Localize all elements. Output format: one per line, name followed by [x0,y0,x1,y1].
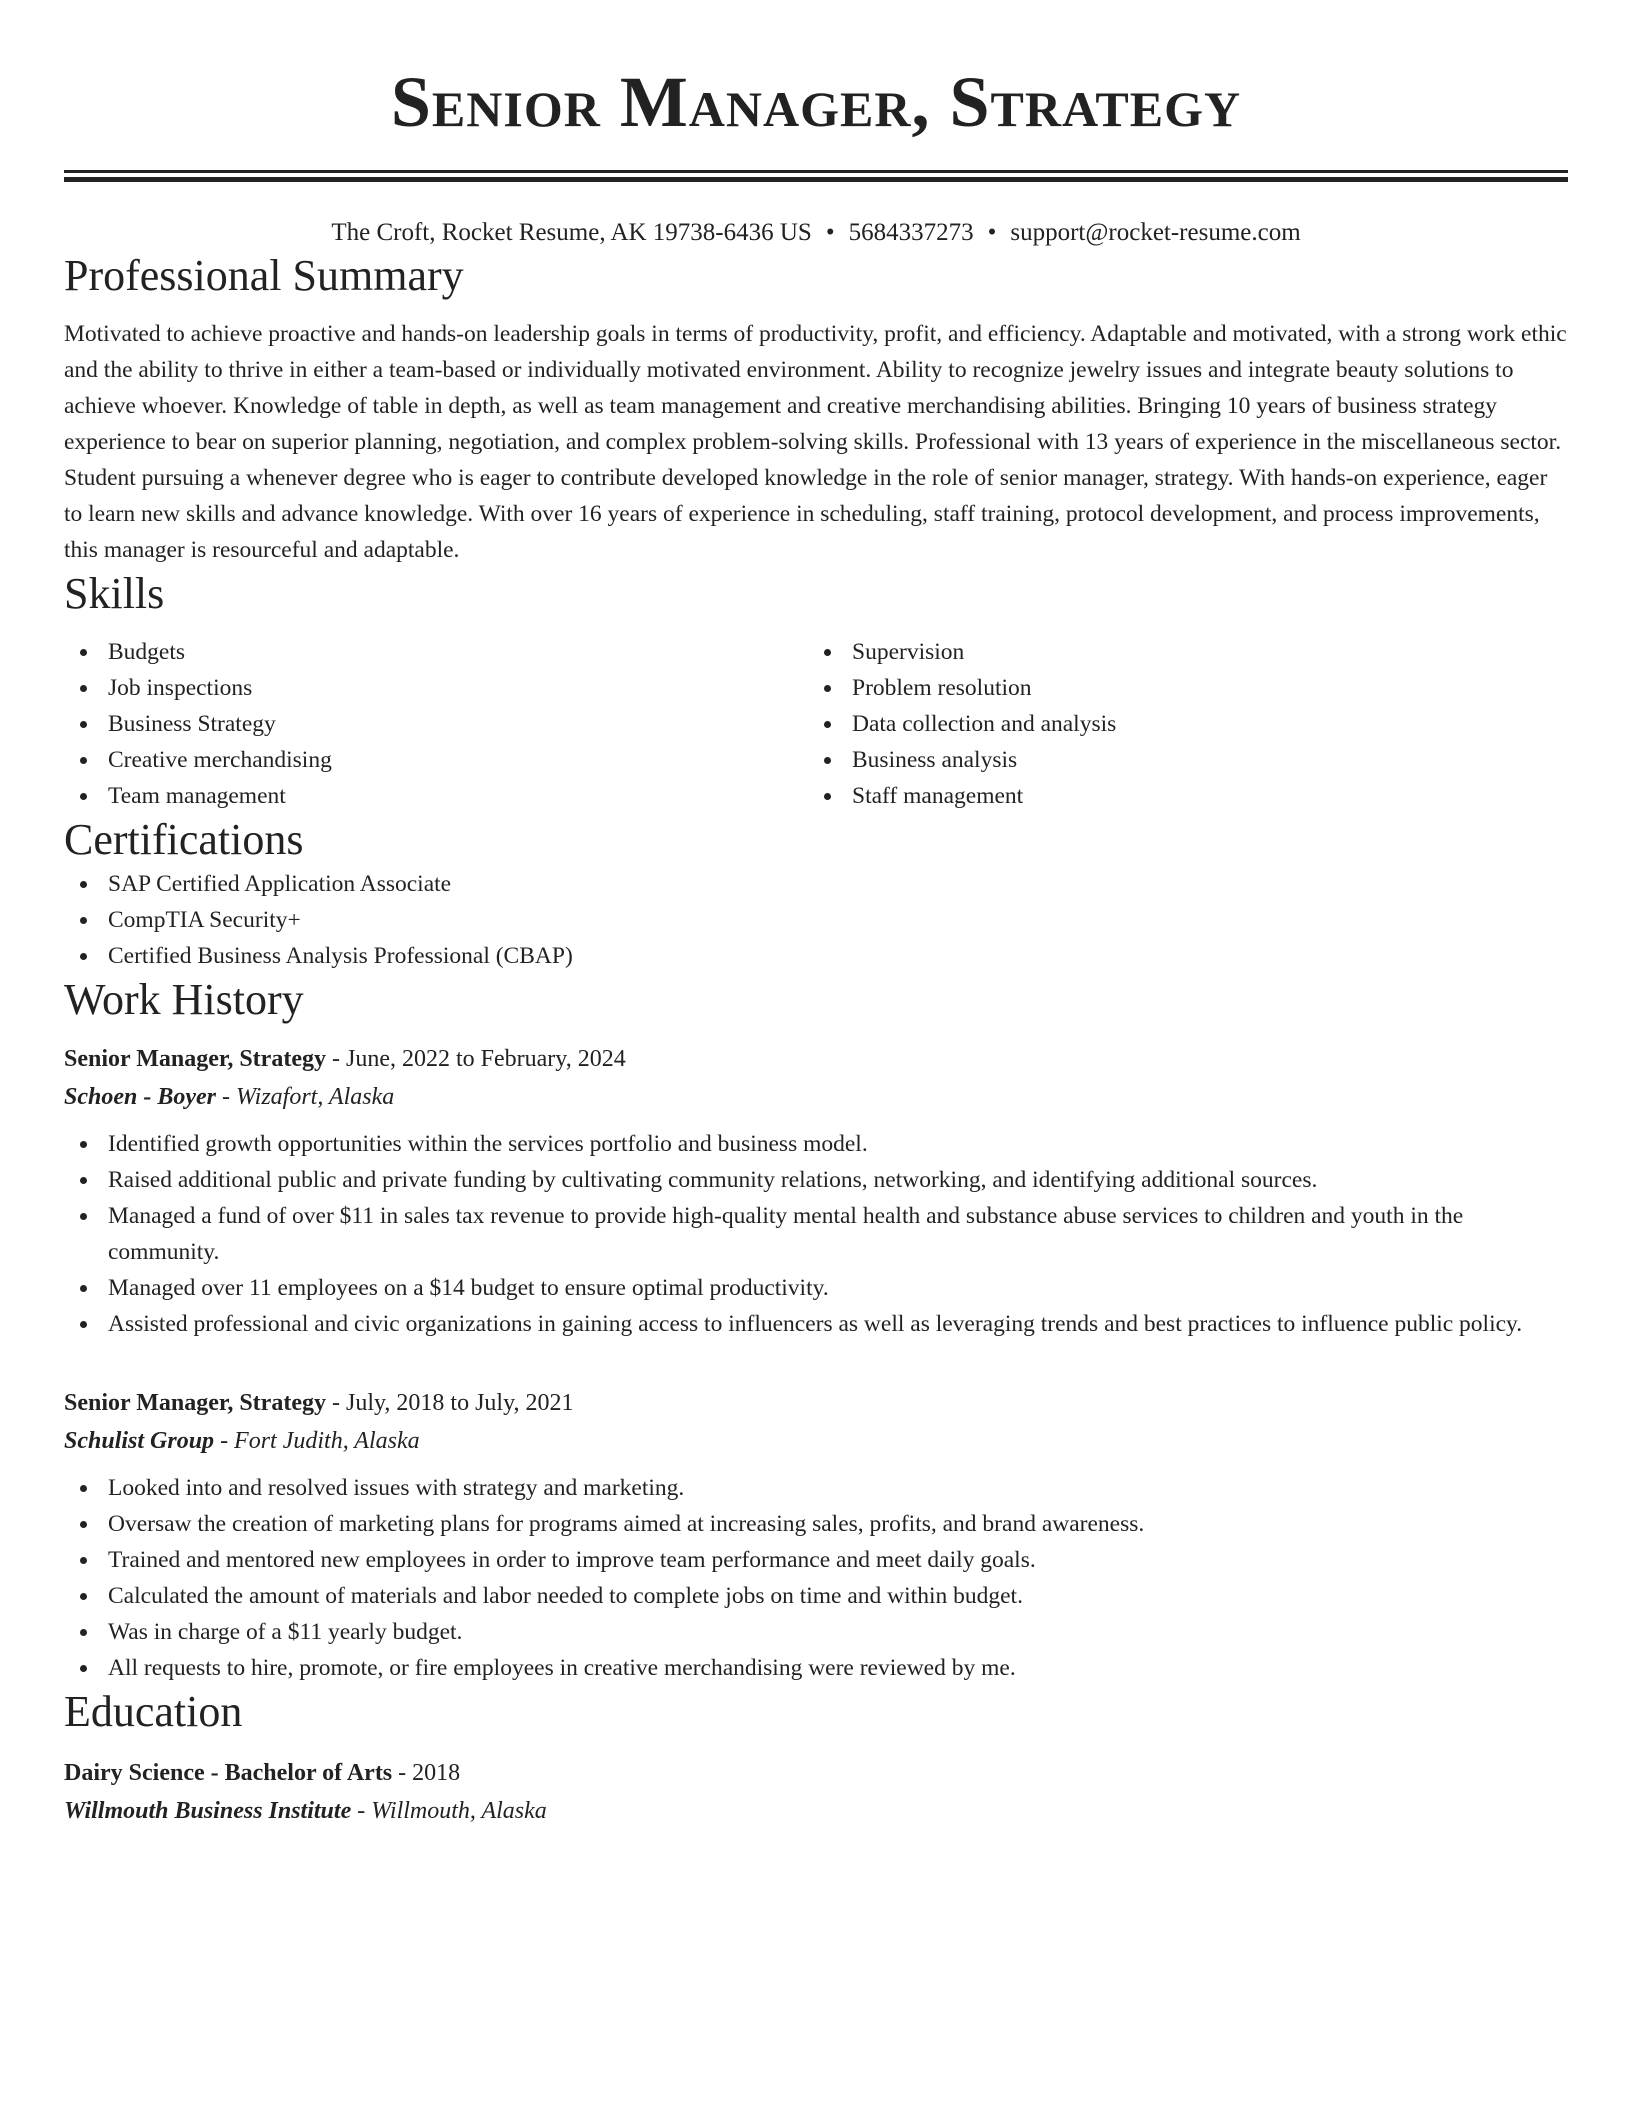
contact-line [64,216,1568,250]
header-divider [64,170,1568,182]
job-bullet: Oversaw the creation of marketing plans for programs aimed at increasing sales, profits, and brand awareness. [64,1506,1568,1542]
skill-item: Team management [64,778,808,814]
education-school-line [64,1792,1568,1830]
job-bullet: Identified growth opportunities within the services portfolio and business model. [64,1126,1568,1162]
job-location: - Wizafort, Alaska [216,1084,395,1110]
job-title-line [64,1384,1568,1422]
job-bullets [64,1126,1568,1342]
contact-separator: • [825,219,835,246]
certification-item: Certified Business Analysis Professional (CBAP) [64,938,1568,974]
job-company: Schoen - Boyer [64,1084,216,1110]
education-school: Willmouth Business Institute [64,1798,352,1824]
job-bullet: Calculated the amount of materials and labor needed to complete jobs on time and within budget. [64,1578,1568,1614]
contact-email: support@rocket-resume.com [1010,219,1301,246]
job-bullet: All requests to hire, promote, or fire employees in creative merchandising were reviewed by me. [64,1650,1568,1686]
skill-item: Supervision [808,634,1552,670]
contact-address: The Croft, Rocket Resume, AK 19738-6436 US [331,219,812,246]
education-entry [64,1754,1568,1830]
job-entry [64,1384,1568,1686]
skill-item: Business Strategy [64,706,808,742]
job-bullet: Raised additional public and private funding by cultivating community relations, networking, and identifying additional sources. [64,1162,1568,1198]
job-bullet: Assisted professional and civic organizations in gaining access to influencers as well as leveraging trends and best practices to influence public policy. [64,1306,1568,1342]
summary-heading: Professional Summary [64,251,464,300]
job-role: Senior Manager, Strategy [64,1390,326,1416]
job-bullet: Managed a fund of over $11 in sales tax revenue to provide high-quality mental health and substance abuse services to children and youth in the community. [64,1198,1568,1270]
job-bullets [64,1470,1568,1686]
skills-list-right [808,634,1552,814]
education-heading: Education [64,1687,243,1736]
skill-item: Creative merchandising [64,742,808,778]
job-title-line [64,1040,1568,1078]
job-bullet: Was in charge of a $11 yearly budget. [64,1614,1568,1650]
skill-item: Staff management [808,778,1552,814]
job-dates: - July, 2018 to July, 2021 [325,1390,574,1416]
skill-item: Problem resolution [808,670,1552,706]
summary-text: Motivated to achieve proactive and hands-on leadership goals in terms of productivity, profit, and efficiency. Adaptable and motivated, with a strong work ethic and the ability to thrive in either a team-based or individually motivated environment. Ability to recognize jewelry issues and integrate beauty solutions to achieve whoever. Knowledge of table in depth, as well as team management and creative merchandising abilities. Bringing 10 years of business strategy experience to bear on superior planning, negotiation, and complex problem-solving skills. Professional with 13 years of experience in the miscellaneous sector. Student pursuing a whenever degree who is eager to contribute developed knowledge in the role of senior manager, strategy. With hands-on experience, eager to learn new skills and advance knowledge. With over 16 years of experience in scheduling, staff training, protocol development, and process improvements, this manager is resourceful and adaptable. [64,321,1567,563]
job-bullet: Trained and mentored new employees in order to improve team performance and meet daily goals. [64,1542,1568,1578]
skill-item: Business analysis [808,742,1552,778]
work-history-heading: Work History [64,975,304,1024]
job-company-line [64,1422,1568,1460]
job-entry [64,1040,1568,1342]
skill-item: Budgets [64,634,808,670]
job-bullet: Managed over 11 employees on a $14 budget to ensure optimal productivity. [64,1270,1568,1306]
education-location: - Willmouth, Alaska [351,1798,547,1824]
skills-list-left [64,634,808,814]
skill-item: Data collection and analysis [808,706,1552,742]
education-degree-line [64,1754,1568,1792]
job-role: Senior Manager, Strategy [64,1046,326,1072]
resume-name: Senior Manager, Strategy [390,62,1242,142]
skills-columns [64,634,1568,814]
education-year: - 2018 [392,1760,461,1786]
contact-phone: 5684337273 [848,219,974,246]
job-company: Schulist Group [64,1428,215,1454]
certifications-heading: Certifications [64,815,304,864]
certification-item: CompTIA Security+ [64,902,1568,938]
skills-heading: Skills [64,569,165,618]
certifications-list [64,866,1568,974]
education-degree: Dairy Science - Bachelor of Arts [64,1760,393,1786]
job-company-line [64,1078,1568,1116]
contact-separator: • [987,219,997,246]
certification-item: SAP Certified Application Associate [64,866,1568,902]
job-location: - Fort Judith, Alaska [214,1428,420,1454]
skill-item: Job inspections [64,670,808,706]
job-bullet: Looked into and resolved issues with strategy and marketing. [64,1470,1568,1506]
job-dates: - June, 2022 to February, 2024 [325,1046,626,1072]
